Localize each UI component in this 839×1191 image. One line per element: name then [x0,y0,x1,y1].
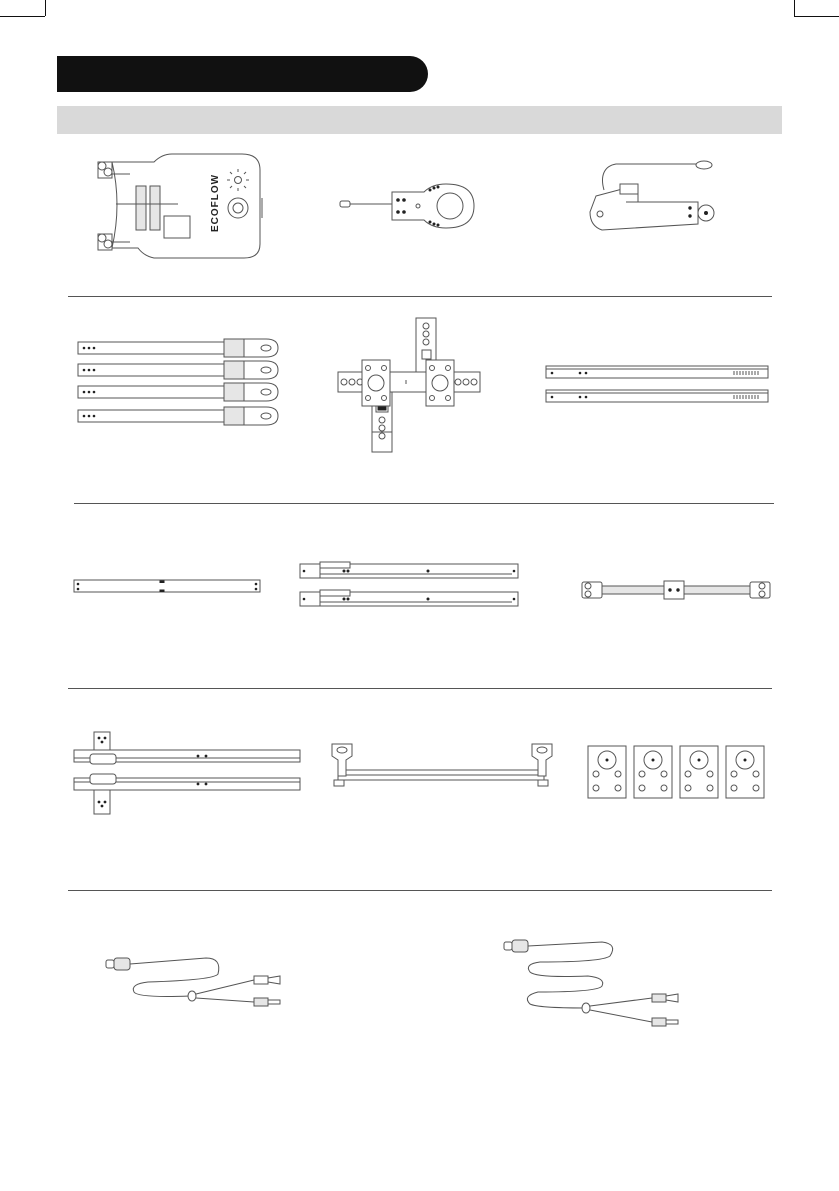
adjustable-strut-illustration [580,578,772,602]
divider-1 [68,296,772,297]
divider-3 [68,688,772,689]
mounting-rails-with-plates-illustration [72,730,302,816]
ecoflow-logo-text: ECOFLOW [210,173,221,232]
crop-mark-top-right-h [794,16,839,17]
section-band [57,106,782,134]
flat-bar-illustration [72,578,262,594]
crop-mark-top-left-h [0,16,45,17]
tracker-controller-illustration [92,152,272,264]
support-arms-illustration [76,336,280,430]
cross-bracket-assembly-illustration [336,316,482,454]
cross-bar-with-clamps-illustration [326,740,558,788]
mounting-plates-set-illustration [586,744,772,800]
crop-mark-top-right-v [794,0,795,16]
linear-actuator-illustration [586,158,720,234]
y-splitter-cable-long-illustration [502,936,682,1028]
slotted-rails-illustration [544,362,770,406]
long-channel-rails-illustration [298,560,520,610]
light-sensor-bracket-illustration [338,182,474,230]
crop-mark-top-left-v [45,0,46,16]
divider-4 [68,890,772,891]
divider-2 [74,503,774,504]
title-bar [57,56,428,92]
y-splitter-cable-short-illustration [104,952,286,1014]
